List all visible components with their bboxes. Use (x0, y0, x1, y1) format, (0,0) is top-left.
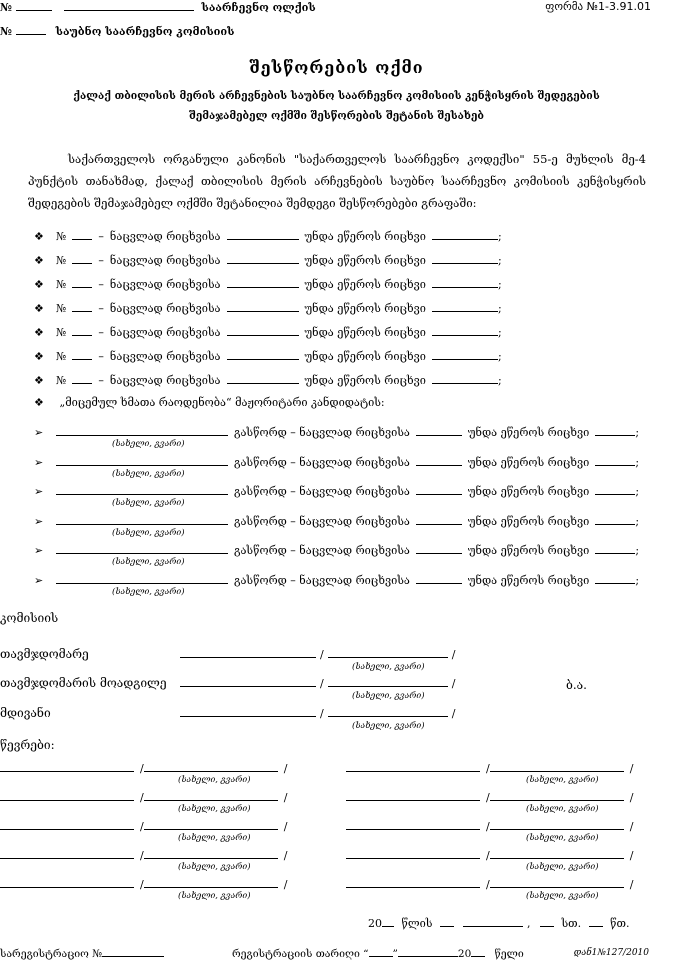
member-slash-1: / (140, 820, 144, 833)
member-signature-line (0, 790, 287, 804)
correction-end-text: უნდა ეწეროს რიცხვი (304, 326, 426, 339)
correction-end-text: უნდა ეწეროს რიცხვი (304, 278, 426, 291)
correction-mid-text: ნაცვლად რიცხვისა (109, 230, 221, 243)
correction-old-value-field[interactable] (227, 301, 299, 312)
member-slash-1: / (486, 849, 490, 862)
commission-label: კომისიის (0, 611, 59, 625)
correction-dash: – (98, 230, 104, 243)
correction-semicolon: ; (497, 326, 502, 339)
correction-new-value-field[interactable] (432, 349, 498, 360)
officer-signature-line (180, 647, 455, 661)
member-caption: (სახელი, გვარი) (526, 804, 599, 814)
candidate-new-value-field[interactable] (595, 573, 635, 584)
date-year-prefix: 20 (368, 917, 382, 930)
correction-new-value-field[interactable] (432, 301, 498, 312)
correction-mid-text: ნაცვლად რიცხვისა (109, 326, 221, 339)
member-slash-1: / (140, 849, 144, 862)
correction-end-text: უნდა ეწეროს რიცხვი (304, 374, 426, 387)
member-signature-line (346, 790, 633, 804)
correction-no: № (56, 302, 67, 315)
candidate-semicolon: ; (635, 574, 640, 587)
candidate-new-value-field[interactable] (595, 455, 635, 466)
member-signature-field[interactable] (0, 819, 134, 830)
member-slash-2: / (283, 878, 288, 891)
diamond-bullet-icon: ❖ (34, 302, 44, 315)
arrow-bullet-icon: ➢ (34, 426, 44, 439)
candidate-row (34, 484, 639, 498)
members-label: წევრები: (0, 738, 55, 752)
correction-semicolon: ; (497, 278, 502, 291)
footer-reg-date-label: რეგისტრაციის თარიღი “ (232, 948, 369, 960)
member-signature-field[interactable] (0, 761, 134, 772)
member-slash-2: / (629, 820, 634, 833)
correction-mid-text: ნაცვლად რიცხვისა (109, 302, 221, 315)
correction-end-text: უნდა ეწეროს რიცხვი (304, 254, 426, 267)
candidate-text-2: უნდა ეწეროს რიცხვი (467, 485, 590, 498)
member-signature-field[interactable] (346, 790, 480, 801)
member-caption: (სახელი, გვარი) (526, 862, 599, 872)
candidate-caption: (სახელი, გვარი) (112, 557, 185, 567)
date-line (368, 916, 630, 930)
member-signature-line (346, 761, 633, 775)
member-signature-line (346, 848, 633, 862)
correction-semicolon: ; (497, 302, 502, 315)
correction-mid-text: ნაცვლად რიცხვისა (109, 374, 221, 387)
candidate-new-value-field[interactable] (595, 425, 635, 436)
correction-end-text: უნდა ეწეროს რიცხვი (304, 302, 426, 315)
diamond-bullet-icon: ❖ (34, 230, 44, 243)
correction-row (34, 373, 502, 387)
correction-new-value-field[interactable] (432, 253, 498, 264)
candidate-caption: (სახელი, გვარი) (112, 528, 185, 538)
member-caption: (სახელი, გვარი) (178, 804, 251, 814)
correction-no: № (56, 350, 67, 363)
correction-semicolon: ; (497, 374, 502, 387)
correction-no: № (56, 254, 67, 267)
correction-new-value-field[interactable] (432, 229, 498, 240)
correction-no: № (56, 374, 67, 387)
correction-row (34, 301, 502, 315)
member-signature-field[interactable] (0, 877, 134, 888)
correction-row (34, 325, 502, 339)
candidate-old-value-field[interactable] (416, 455, 462, 466)
officer-role: თავმჯდომარის მოადგილე (0, 676, 167, 690)
officer-name-field[interactable] (328, 706, 448, 717)
correction-dash: – (98, 350, 104, 363)
date-sep: , (526, 917, 531, 930)
candidate-old-value-field[interactable] (416, 543, 462, 554)
member-caption: (სახელი, გვარი) (178, 862, 251, 872)
footer-quote-close: ” (392, 948, 398, 960)
member-slash-1: / (140, 791, 144, 804)
arrow-bullet-icon: ➢ (34, 574, 44, 587)
candidate-caption: (სახელი, გვარი) (112, 469, 185, 479)
member-name-field[interactable] (490, 819, 624, 830)
footer-decree: დან1№127/2010 (573, 948, 649, 958)
correction-old-value-field[interactable] (227, 229, 299, 240)
member-caption: (სახელი, გვარი) (526, 833, 599, 843)
officer-signature-field[interactable] (180, 676, 316, 687)
candidate-name-field[interactable] (56, 484, 228, 495)
member-slash-2: / (629, 762, 634, 775)
member-slash-2: / (283, 849, 288, 862)
precinct-no-prefix: № (0, 1, 12, 14)
member-signature-field[interactable] (0, 790, 134, 801)
member-slash-2: / (283, 820, 288, 833)
member-signature-field[interactable] (346, 848, 480, 859)
candidate-row (34, 425, 639, 439)
candidate-new-value-field[interactable] (595, 543, 635, 554)
correction-dash: – (98, 374, 104, 387)
correction-row (34, 229, 502, 243)
candidate-caption: (სახელი, გვარი) (112, 498, 185, 508)
officer-name-field[interactable] (328, 676, 448, 687)
member-caption: (სახელი, გვარი) (526, 775, 599, 785)
member-slash-2: / (283, 762, 288, 775)
diamond-bullet-icon: ❖ (34, 278, 44, 291)
officer-role: მდივანი (0, 706, 51, 720)
precinct-header (0, 0, 316, 14)
candidate-text-2: უნდა ეწეროს რიცხვი (467, 574, 590, 587)
member-signature-field[interactable] (0, 848, 134, 859)
officer-signature-field[interactable] (180, 706, 316, 717)
commission-header (0, 24, 234, 38)
member-caption: (სახელი, გვარი) (178, 891, 251, 901)
commission-no-prefix: № (0, 25, 12, 38)
member-signature-field[interactable] (346, 819, 480, 830)
correction-semicolon: ; (497, 350, 502, 363)
correction-end-text: უნდა ეწეროს რიცხვი (304, 350, 426, 363)
officer-slash-1: / (320, 648, 324, 661)
correction-old-value-field[interactable] (227, 277, 299, 288)
date-year-suffix: წლის (401, 917, 433, 930)
member-signature-line (0, 877, 287, 891)
commission-label: საუბნო საარჩევნო კომისიის (55, 25, 235, 38)
candidate-text-1: გასწორდ – ნაცვლად რიცხვისა (234, 515, 410, 528)
correction-dash: – (98, 254, 104, 267)
correction-semicolon: ; (497, 230, 502, 243)
correction-old-value-field[interactable] (227, 253, 299, 264)
diamond-bullet-icon: ❖ (34, 350, 44, 363)
correction-semicolon: ; (497, 254, 502, 267)
correction-no: № (56, 326, 67, 339)
footer-reg-label: სარეგისტრაციო № (0, 948, 103, 960)
candidate-text-2: უნდა ეწეროს რიცხვი (467, 515, 590, 528)
member-name-field[interactable] (144, 761, 278, 772)
officer-signature-line (180, 706, 455, 720)
subtitle-line-2: შემაჯამებელ ოქმში შესწორების შეტანის შესახებ (189, 110, 484, 122)
correction-row (34, 253, 502, 267)
officer-slash-2: / (451, 648, 456, 661)
diamond-bullet-icon: ❖ (34, 254, 44, 267)
candidate-name-field[interactable] (56, 425, 228, 436)
correction-no: № (56, 278, 67, 291)
subtitle-line-1: ქალაქ თბილისის მერის არჩევნების საუბნო საარჩევნო კომისიის კენჭისყრის შედეგების (73, 90, 600, 102)
diamond-bullet-icon: ❖ (34, 374, 44, 387)
candidate-row (34, 514, 639, 528)
candidate-semicolon: ; (635, 485, 640, 498)
member-slash-2: / (629, 878, 634, 891)
member-name-field[interactable] (144, 790, 278, 801)
correction-old-value-field[interactable] (227, 349, 299, 360)
member-name-field[interactable] (144, 848, 278, 859)
date-minutes: წთ. (610, 917, 630, 930)
footer-reg-date (232, 946, 524, 960)
arrow-bullet-icon: ➢ (34, 485, 44, 498)
diamond-bullet-icon: ❖ (34, 326, 44, 339)
correction-mid-text: ნაცვლად რიცხვისა (109, 254, 221, 267)
member-signature-line (0, 848, 287, 862)
correction-end-text: უნდა ეწეროს რიცხვი (304, 230, 426, 243)
precinct-label: საარჩევნო ოლქის (201, 1, 316, 14)
candidate-caption: (სახელი, გვარი) (112, 587, 185, 597)
stamp-label: ბ.ა. (566, 678, 587, 692)
member-slash-1: / (486, 820, 490, 833)
candidate-text-1: გასწორდ – ნაცვლად რიცხვისა (234, 544, 410, 557)
candidate-new-value-field[interactable] (595, 484, 635, 495)
correction-mid-text: ნაცვლად რიცხვისა (109, 278, 221, 291)
member-name-field[interactable] (490, 877, 624, 888)
candidate-text-1: გასწორდ – ნაცვლად რიცხვისა (234, 574, 410, 587)
member-name-field[interactable] (144, 877, 278, 888)
majoritarian-heading (34, 396, 385, 409)
member-name-field[interactable] (490, 761, 624, 772)
member-signature-line (346, 877, 633, 891)
footer-registration (0, 946, 164, 960)
officer-signature-field[interactable] (180, 647, 316, 658)
candidate-name-field[interactable] (56, 455, 228, 466)
candidate-text-2: უნდა ეწეროს რიცხვი (467, 456, 590, 469)
candidate-semicolon: ; (635, 456, 640, 469)
officer-signature-line (180, 676, 455, 690)
correction-new-value-field[interactable] (432, 373, 498, 384)
correction-row (34, 277, 502, 291)
candidate-text-1: გასწორდ – ნაცვლად რიცხვისა (234, 426, 410, 439)
candidate-row (34, 543, 639, 557)
correction-no: № (56, 230, 67, 243)
member-name-field[interactable] (490, 848, 624, 859)
officer-caption: (სახელი, გვარი) (352, 662, 425, 672)
candidate-text-1: გასწორდ – ნაცვლად რიცხვისა (234, 456, 410, 469)
candidate-new-value-field[interactable] (595, 514, 635, 525)
candidate-name-field[interactable] (56, 573, 228, 584)
correction-mid-text: ნაცვლად რიცხვისა (109, 350, 221, 363)
member-signature-line (0, 761, 287, 775)
member-slash-1: / (140, 762, 144, 775)
candidate-name-field[interactable] (56, 543, 228, 554)
member-slash-2: / (629, 849, 634, 862)
member-slash-1: / (486, 878, 490, 891)
officer-slash-2: / (451, 677, 456, 690)
member-caption: (სახელი, გვარი) (178, 775, 251, 785)
member-slash-2: / (283, 791, 288, 804)
candidate-row (34, 455, 639, 469)
member-name-field[interactable] (490, 790, 624, 801)
officer-slash-1: / (320, 677, 324, 690)
member-slash-2: / (629, 791, 634, 804)
form-number: ფორმა №1-3.91.01 (545, 0, 651, 13)
member-signature-line (0, 819, 287, 833)
diamond-bullet-icon: ❖ (34, 396, 44, 409)
member-caption: (სახელი, გვარი) (178, 833, 251, 843)
member-signature-field[interactable] (346, 761, 480, 772)
candidate-text-1: გასწორდ – ნაცვლად რიცხვისა (234, 485, 410, 498)
correction-dash: – (98, 302, 104, 315)
member-slash-1: / (486, 791, 490, 804)
date-hours: სთ. (561, 917, 582, 930)
member-signature-field[interactable] (346, 877, 480, 888)
candidate-old-value-field[interactable] (416, 514, 462, 525)
officer-slash-2: / (451, 707, 456, 720)
correction-dash: – (98, 326, 104, 339)
arrow-bullet-icon: ➢ (34, 456, 44, 469)
majoritarian-heading-text: „მიცემულ ხმათა რაოდენობა“ მაჟორიტარი კანდიდატის: (59, 396, 385, 409)
footer-year-suffix: წელი (494, 948, 524, 960)
officer-caption: (სახელი, გვარი) (352, 721, 425, 731)
correction-old-value-field[interactable] (227, 325, 299, 336)
candidate-semicolon: ; (635, 426, 640, 439)
candidate-semicolon: ; (635, 544, 640, 557)
member-caption: (სახელი, გვარი) (526, 891, 599, 901)
candidate-text-2: უნდა ეწეროს რიცხვი (467, 544, 590, 557)
footer-year-prefix: 20 (457, 948, 472, 960)
correction-new-value-field[interactable] (432, 325, 498, 336)
member-slash-1: / (486, 762, 490, 775)
candidate-name-field[interactable] (56, 514, 228, 525)
member-slash-1: / (140, 878, 144, 891)
officer-role: თავმჯდომარე (0, 647, 89, 661)
candidate-row (34, 573, 639, 587)
candidate-old-value-field[interactable] (416, 573, 462, 584)
candidate-text-2: უნდა ეწეროს რიცხვი (467, 426, 590, 439)
document-title: შესწორების ოქმი (249, 58, 424, 77)
correction-new-value-field[interactable] (432, 277, 498, 288)
arrow-bullet-icon: ➢ (34, 515, 44, 528)
correction-old-value-field[interactable] (227, 373, 299, 384)
arrow-bullet-icon: ➢ (34, 544, 44, 557)
member-name-field[interactable] (144, 819, 278, 830)
member-signature-line (346, 819, 633, 833)
candidate-old-value-field[interactable] (416, 484, 462, 495)
officer-caption: (სახელი, გვარი) (352, 691, 425, 701)
correction-row (34, 349, 502, 363)
officer-name-field[interactable] (328, 647, 448, 658)
intro-paragraph: საქართველოს ორგანული კანონის "საქართველოს საარჩევნო კოდექსი" 55-ე მუხლის მე-4 პუნქტის თანახმად, ქალაქ თბილისის მერის არჩევნების საუბნო საარჩევნო კომისიის კენჭისყრის შედეგების შემაჯამებელ ოქმში შეტანილია შემდეგი შესწორებები გრაფაში: (28, 152, 646, 210)
candidate-caption: (სახელი, გვარი) (112, 439, 185, 449)
candidate-old-value-field[interactable] (416, 425, 462, 436)
officer-slash-1: / (320, 707, 324, 720)
correction-dash: – (98, 278, 104, 291)
candidate-semicolon: ; (635, 515, 640, 528)
